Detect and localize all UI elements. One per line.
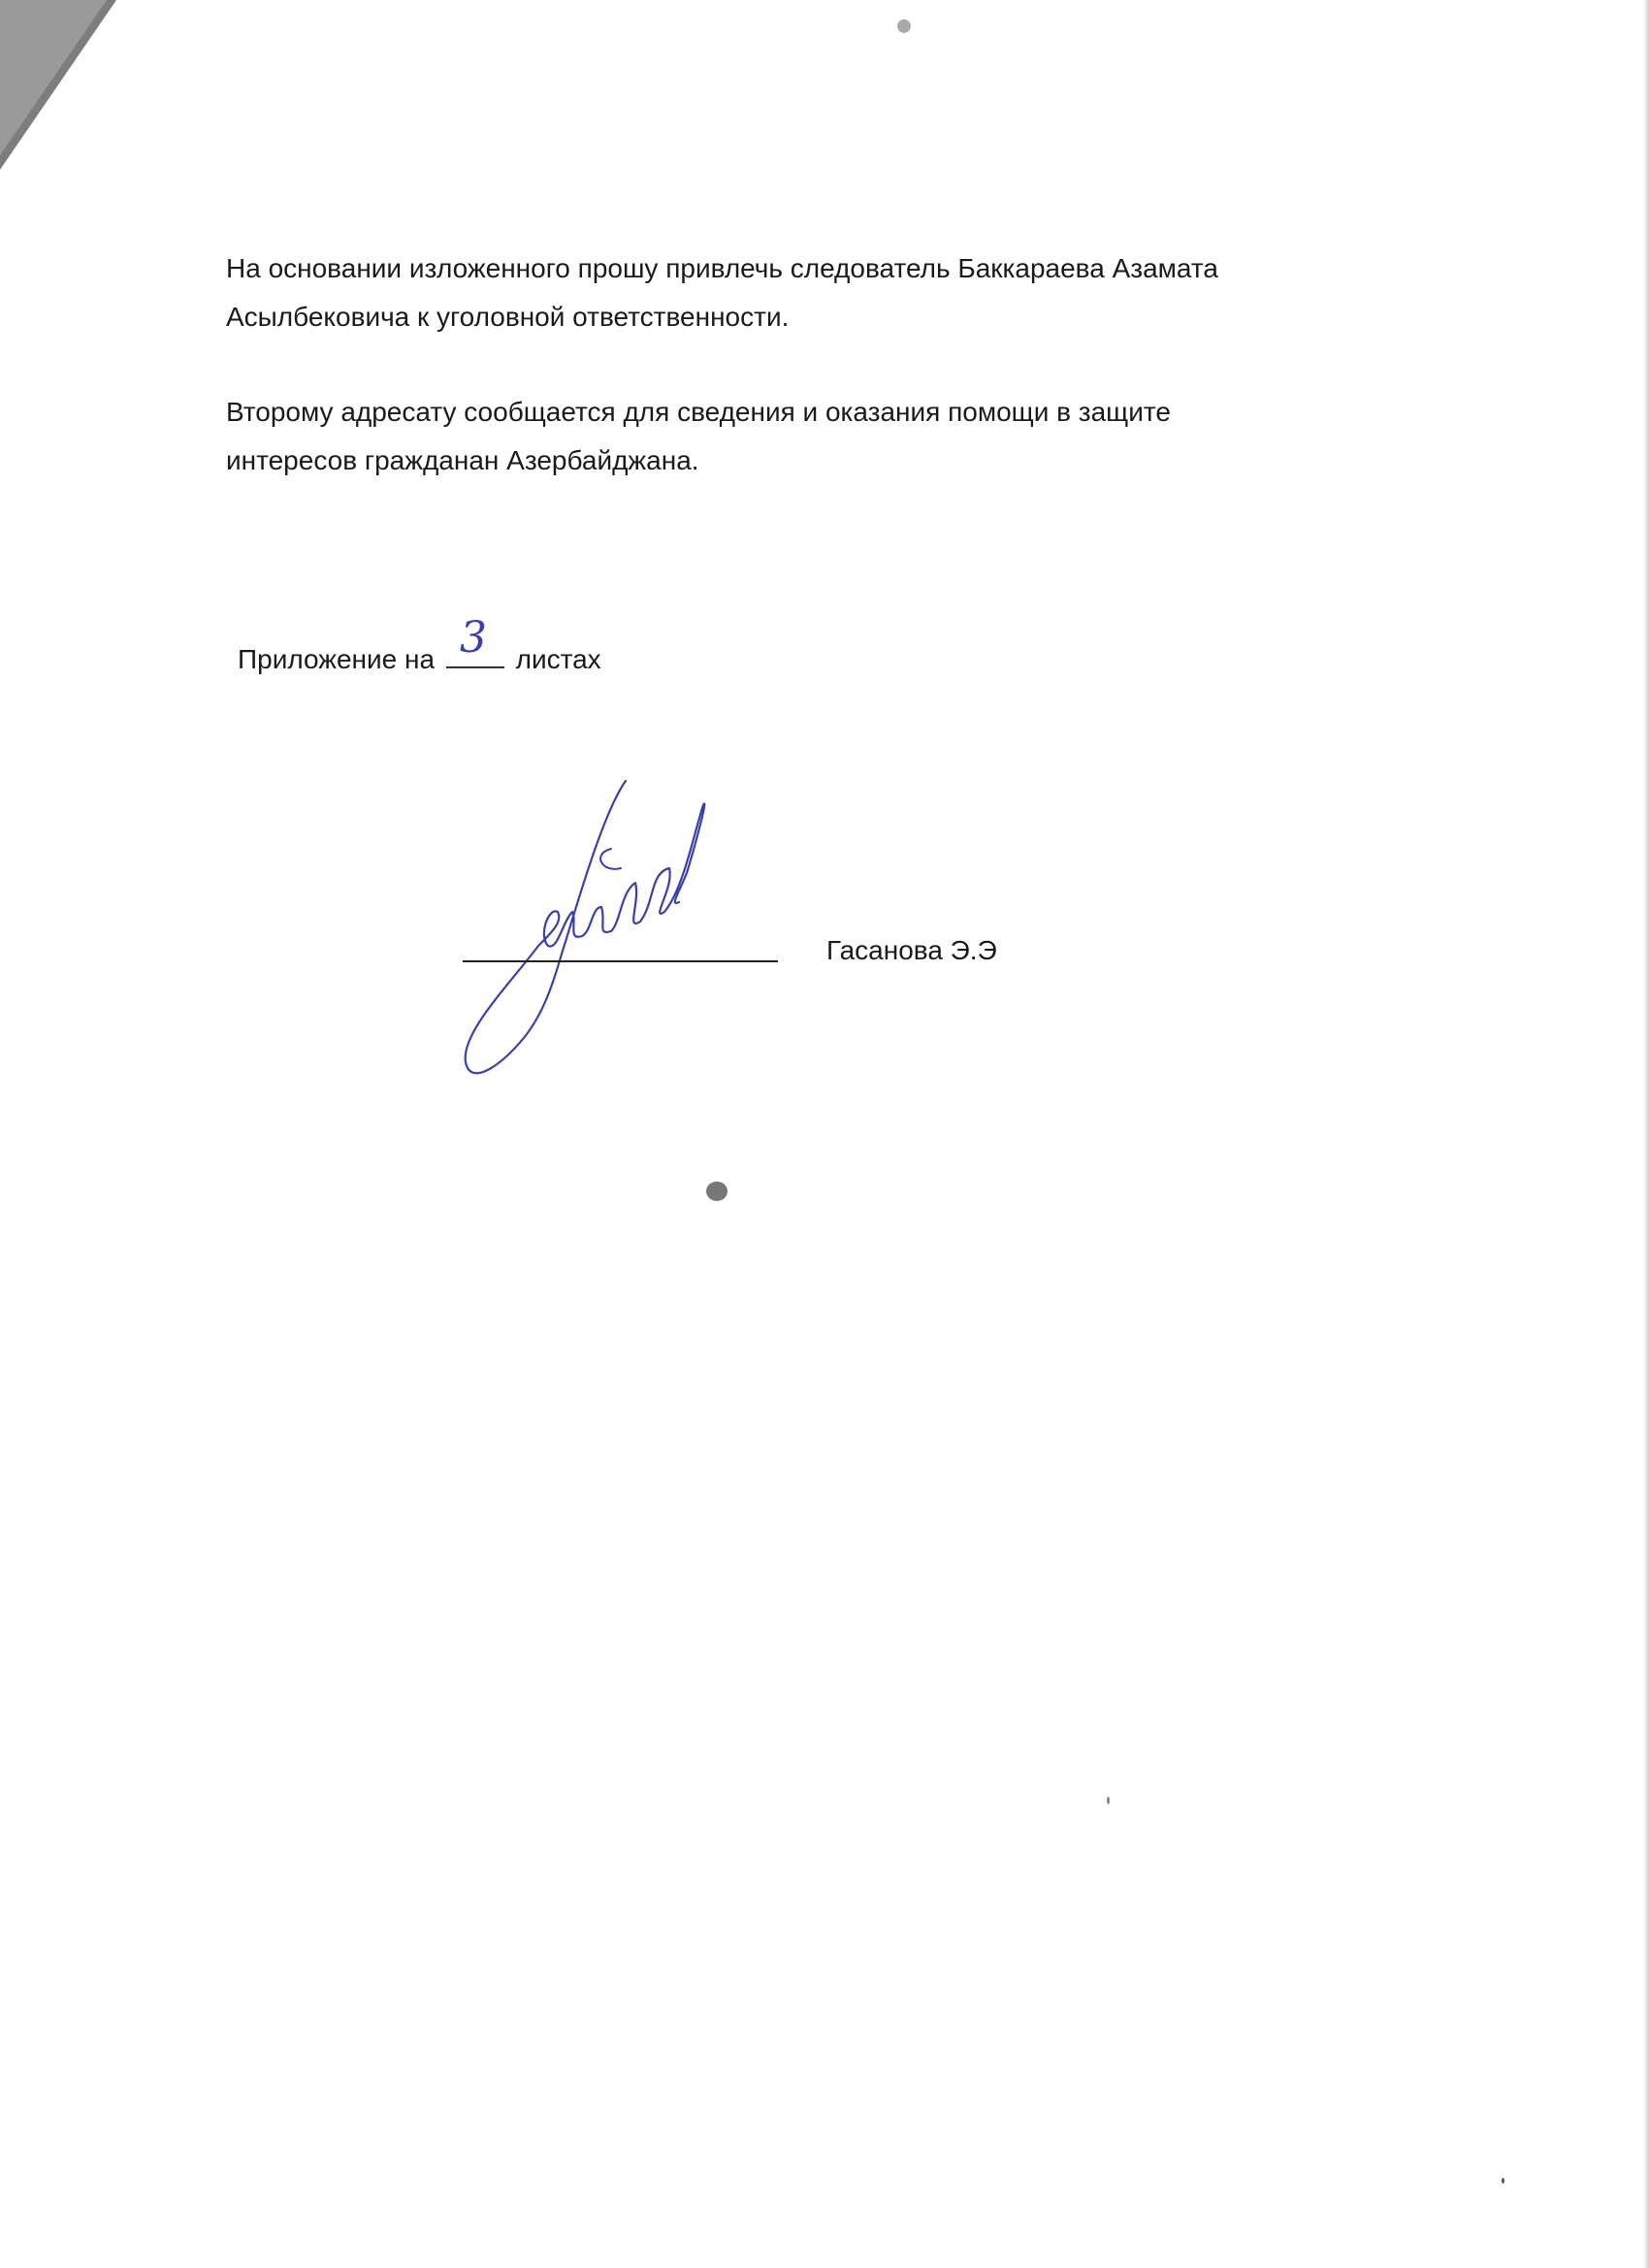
attachment-count-blank <box>446 613 504 668</box>
second-addressee-paragraph <box>226 388 1390 485</box>
attachment-note <box>238 613 601 684</box>
signature-line <box>463 960 778 962</box>
request-line-2: Асылбековича к уголовной ответственности. <box>226 302 790 332</box>
addressee-line-2: интересов гражданан Азербайджана. <box>226 445 699 475</box>
addressee-line-1: Второму адресату сообщается для сведения и оказания помощи в защите <box>226 397 1171 427</box>
scan-speck <box>1502 2178 1504 2184</box>
scan-right-edge <box>1643 0 1649 2268</box>
attachment-prefix: Приложение на <box>238 644 436 674</box>
request-line-1: На основании изложенного прошу привлечь следователь Баккараева Азамата <box>226 253 1218 283</box>
request-paragraph <box>226 244 1390 341</box>
attachment-count-handwritten: 3 <box>459 613 487 663</box>
handwritten-signature <box>456 776 776 1096</box>
signatory-name: Гасанова Э.Э <box>826 935 997 965</box>
scan-speck <box>706 1182 728 1201</box>
attachment-suffix: листах <box>515 644 601 674</box>
scan-speck <box>897 19 911 33</box>
scan-speck <box>1107 1797 1110 1804</box>
scan-folded-corner <box>0 0 194 194</box>
